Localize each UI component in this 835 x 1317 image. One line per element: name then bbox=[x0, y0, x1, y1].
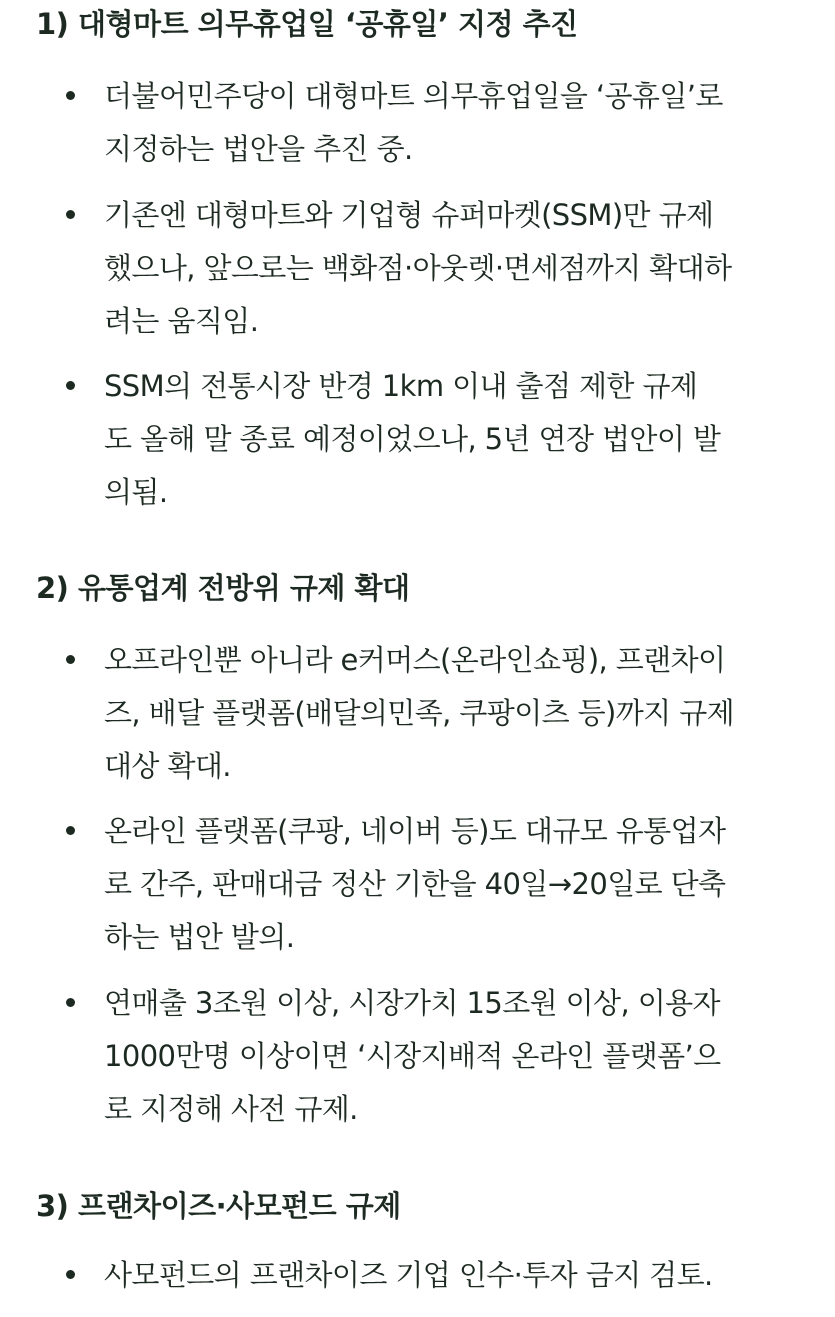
bullet-text: 연매출 3조원 이상, 시장가치 15조원 이상, 이용자 1000만명 이상이면 ‘시장지배적 온라인 플랫폼’으 로 지정해 사전 규제. bbox=[104, 986, 721, 1126]
bullet-icon bbox=[66, 91, 75, 100]
section-2-title: 2) 유통업계 전방위 규제 확대 bbox=[36, 571, 410, 605]
bullet-icon bbox=[66, 381, 75, 390]
bullet-icon bbox=[66, 998, 75, 1007]
bullet-text: 온라인 플랫폼(쿠팡, 네이버 등)도 대규모 유통업자 로 간주, 판매대금 정산 기한을 40일→20일로 단축 하는 법안 발의. bbox=[104, 814, 726, 954]
bullet-text: SSM의 전통시장 반경 1km 이내 출점 제한 규제 도 올해 말 종료 예정이었으나, 5년 연장 법안이 발 의됨. bbox=[104, 369, 721, 509]
bullet-icon bbox=[66, 826, 75, 835]
bullet-text: 사모펀드의 프랜차이즈 기업 인수·투자 금지 검토. bbox=[104, 1258, 713, 1292]
bullet-text: 오프라인뿐 아니라 e커머스(온라인쇼핑), 프랜차이 즈, 배달 플랫폼(배달의민족, 쿠팡이츠 등)까지 규제 대상 확대. bbox=[104, 643, 735, 783]
bullet-icon bbox=[66, 655, 75, 664]
bullet-text: 기존엔 대형마트와 기업형 슈퍼마켓(SSM)만 규제 했으나, 앞으로는 백화점·아웃렛·면세점까지 확대하 려는 움직임. bbox=[104, 198, 732, 338]
bullet-icon bbox=[66, 210, 75, 219]
bullet-icon bbox=[66, 1270, 75, 1279]
section-1-title: 1) 대형마트 의무휴업일 ‘공휴일’ 지정 추진 bbox=[36, 7, 578, 41]
section-3-title: 3) 프랜차이즈·사모펀드 규제 bbox=[36, 1189, 401, 1223]
bullet-text: 더불어민주당이 대형마트 의무휴업일을 ‘공휴일’로 지정하는 법안을 추진 중. bbox=[104, 79, 723, 166]
